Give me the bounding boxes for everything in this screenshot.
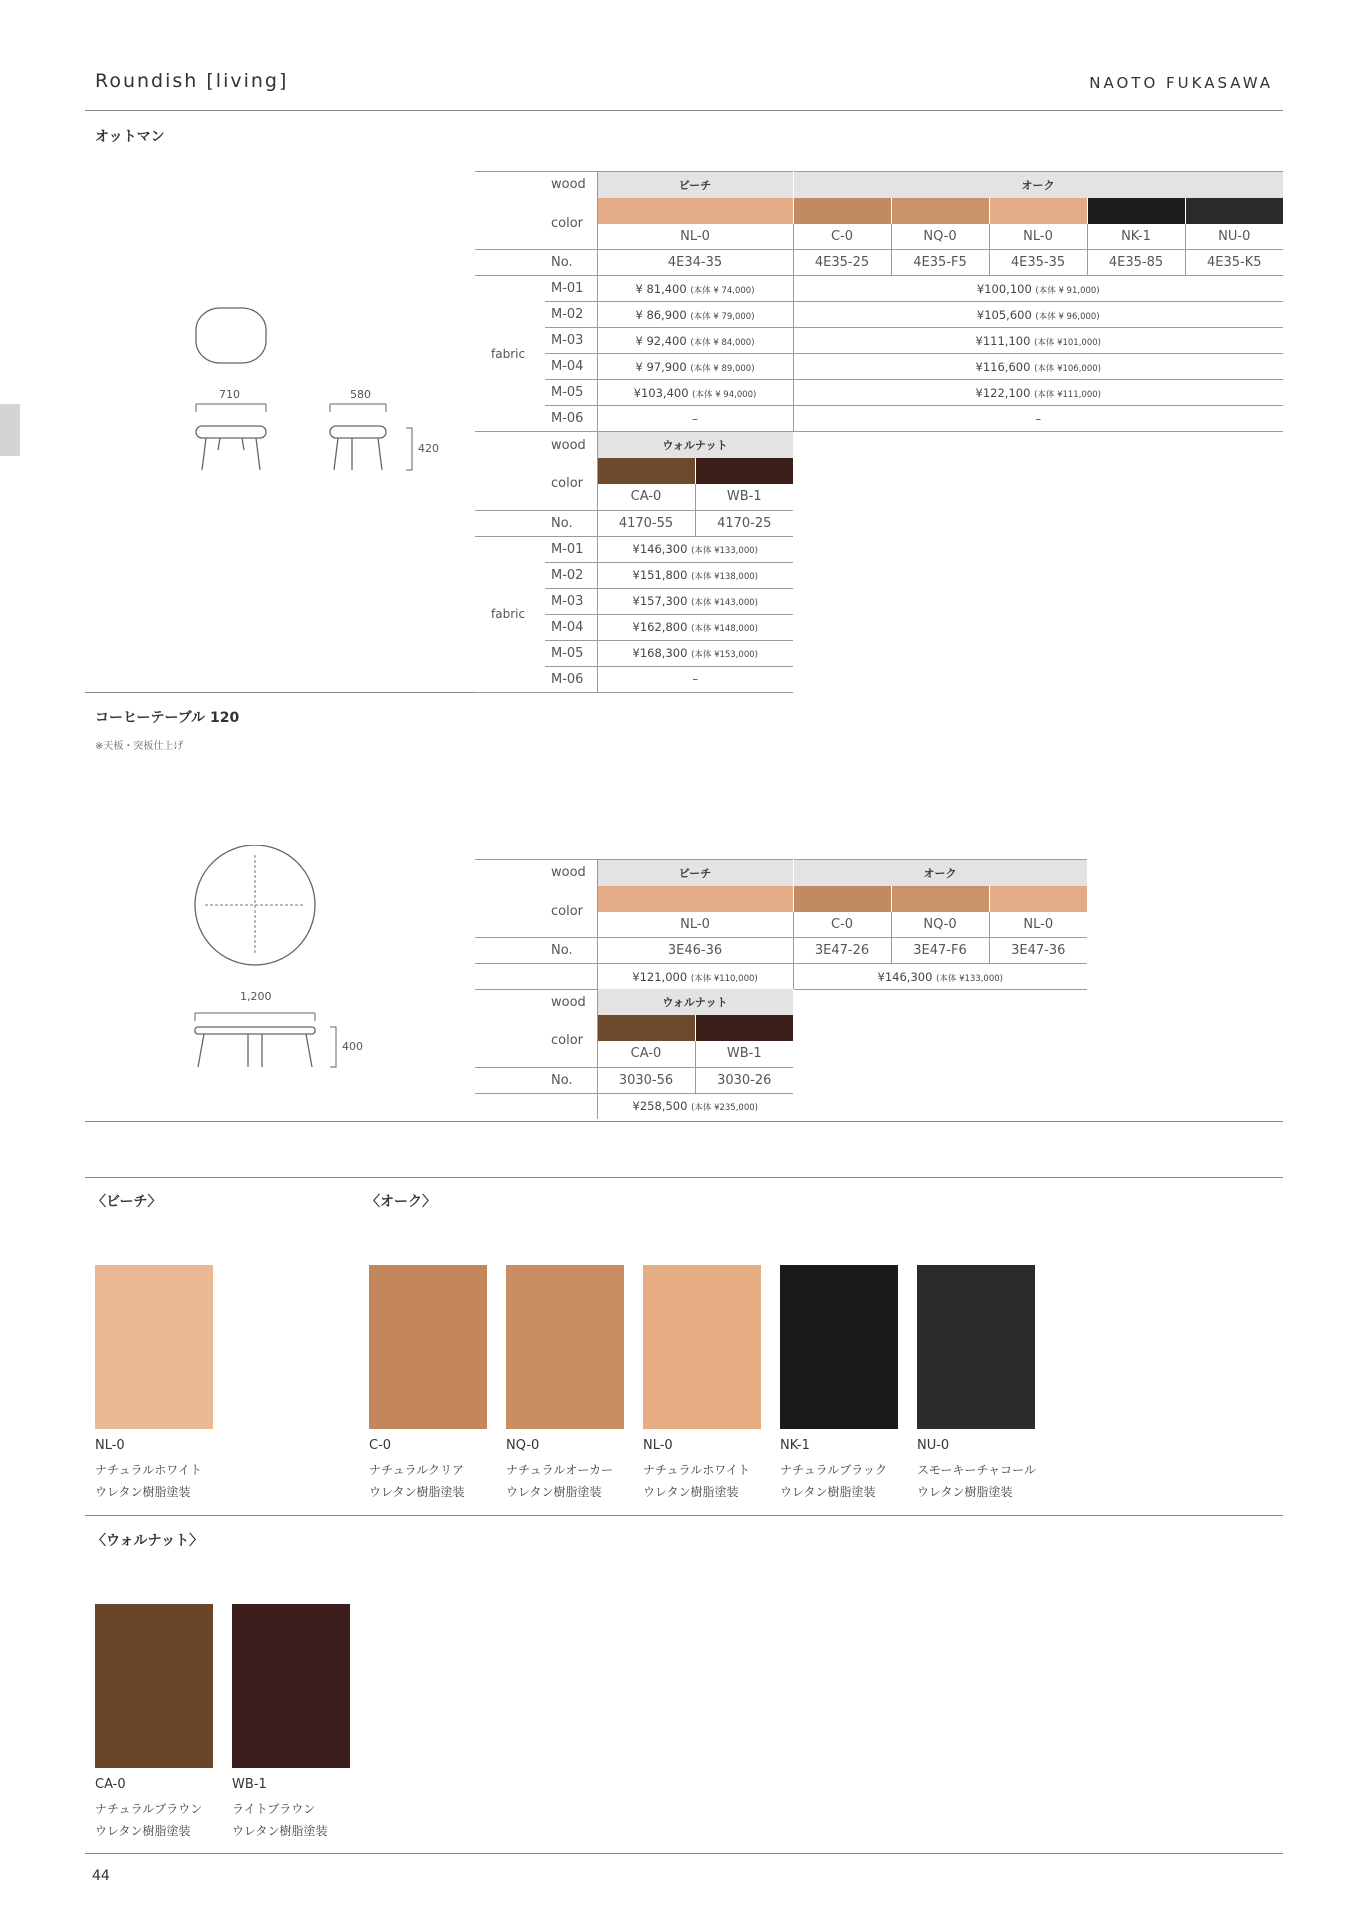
price-row: M-05 ¥103,400 (本体 ¥ 94,000) ¥122,100 (本体 ¥111,000): [475, 380, 1283, 406]
price-row: ¥258,500 (本体 ¥235,000): [475, 1093, 793, 1119]
coffee-swatch-walnut-ca0: [597, 1015, 695, 1041]
price-row: fabric M-01 ¥146,300 (本体 ¥133,000): [475, 536, 793, 562]
wood-sample-swatch: [643, 1265, 761, 1429]
swatch-oak-nl0: [989, 198, 1087, 224]
designer-name: NAOTO FUKASAWA: [1089, 74, 1273, 92]
oak-header: オーク: [793, 172, 1283, 198]
coffee-swatch-oak-nl0: [989, 886, 1087, 912]
ottoman-title: オットマン: [95, 129, 165, 145]
wood-sample-swatch: [95, 1265, 213, 1429]
coffee-bottom-rule: [85, 1121, 1283, 1122]
coffee-beech-oak-table: wood ビーチ オーク color NL-0 C-0 NQ-0 NL-0 No. 3E46-36 3E47-26 3E47-F6 3E47-36 ¥121,000 (本体 ¥110,000) ¥146,300 (本体 ¥133,000): [475, 859, 1088, 990]
wood-sample-code: NK-1: [780, 1438, 810, 1453]
wood-sample-name: ナチュラルホワイト: [643, 1463, 750, 1477]
ottoman-depth: 580: [350, 388, 371, 401]
price-row: M-04 ¥ 97,900 (本体 ¥ 89,000) ¥116,600 (本体 ¥106,000): [475, 354, 1283, 380]
ottoman-top-view: [196, 308, 266, 363]
wood-sample-code: NU-0: [917, 1438, 950, 1453]
price-row: fabric M-01 ¥ 81,400 (本体 ¥ 74,000) ¥100,100 (本体 ¥ 91,000): [475, 276, 1283, 302]
wood-sample-swatch: [506, 1265, 624, 1429]
price-row: M-02 ¥ 86,900 (本体 ¥ 79,000) ¥105,600 (本体 ¥ 96,000): [475, 302, 1283, 328]
wood-sample-name: ナチュラルクリア: [369, 1463, 465, 1477]
samples-top-rule: [85, 1177, 1283, 1178]
wood-sample-swatch: [369, 1265, 487, 1429]
beech-samples-title: 〈ビーチ〉: [92, 1194, 162, 1210]
wood-sample-code: NQ-0: [506, 1438, 540, 1453]
price-row: ¥121,000 (本体 ¥110,000) ¥146,300 (本体 ¥133,000): [475, 964, 1087, 990]
wood-sample-swatch: [232, 1604, 350, 1768]
wood-sample-name: スモーキーチャコール: [917, 1463, 1036, 1477]
ottoman-walnut-table: wood ウォルナット color CA-0 WB-1 No. 4170-55 4170-25 fabric M-01 ¥146,300 (本体 ¥133,000) M-02 ¥151,800 (本体 ¥138,000) M-03 ¥157,300 (本体 ¥143,000) M-04 ¥162,800 (本体 ¥148,000) M-05 ¥168,300 (本体 ¥153,000) M-06 –: [475, 432, 794, 693]
price-row: M-02 ¥151,800 (本体 ¥138,000): [475, 562, 793, 588]
wood-sample-finish: ウレタン樹脂塗装: [232, 1824, 328, 1838]
swatch-oak-nk1: [1087, 198, 1185, 224]
coffee-swatch-oak-nq0: [891, 886, 989, 912]
price-row: M-05 ¥168,300 (本体 ¥153,000): [475, 640, 793, 666]
coffee-walnut-table: wood ウォルナット color CA-0 WB-1 No. 3030-56 3030-26 ¥258,500 (本体 ¥235,000): [475, 989, 794, 1119]
wood-sample-name: ナチュラルオーカー: [506, 1463, 614, 1477]
wood-sample-finish: ウレタン樹脂塗装: [369, 1485, 465, 1499]
wood-sample-finish: ウレタン樹脂塗装: [643, 1485, 739, 1499]
page-title: Roundish [living]: [95, 70, 289, 92]
price-row: M-06 –: [475, 666, 793, 692]
wood-sample-name: ナチュラルブラウン: [95, 1802, 203, 1816]
beech-header: ビーチ: [597, 172, 793, 198]
wood-sample-name: ナチュラルホワイト: [95, 1463, 202, 1477]
wood-sample-finish: ウレタン樹脂塗装: [95, 1824, 191, 1838]
price-row: M-03 ¥ 92,400 (本体 ¥ 84,000) ¥111,100 (本体 ¥101,000): [475, 328, 1283, 354]
walnut-header: ウォルナット: [597, 432, 793, 458]
swatch-oak-nu0: [1185, 198, 1283, 224]
swatch-beech-nl0: [597, 198, 793, 224]
wood-sample-swatch: [917, 1265, 1035, 1429]
oak-samples-title: 〈オーク〉: [366, 1194, 436, 1210]
swatch-oak-c0: [793, 198, 891, 224]
swatch-oak-nq0: [891, 198, 989, 224]
swatch-walnut-ca0: [597, 458, 695, 484]
price-row: M-04 ¥162,800 (本体 ¥148,000): [475, 614, 793, 640]
wood-sample-finish: ウレタン樹脂塗装: [780, 1485, 876, 1499]
header-rule: [85, 110, 1283, 111]
walnut-samples-title: 〈ウォルナット〉: [92, 1533, 204, 1549]
ottoman-beech-oak-table: wood ビーチ オーク color NL-0 C-0 NQ-0 NL-0 NK-1 NU-0 No. 4E34-35 4E35-25 4E35-F5 4E35-35 4E35-85 4E35-K5 fabric M-01 ¥ 81,400 (本体 ¥ 74,000) ¥100,100 (本体 ¥ 91,000) M-02 ¥ 86,900 (本体 ¥ 79,000) ¥105,600 (本体 ¥ 96,000) M-03 ¥ 92,400 (本体 ¥ 84,000) ¥111,100 (本体 ¥101,000) M-04 ¥ 97,900 (本体 ¥ 89,000) ¥116,600 (本体 ¥106,000) M-05 ¥103,400 (本体 ¥ 94,000) ¥122,100 (本体 ¥111,000) M-06 – –: [475, 171, 1284, 432]
wood-sample-code: NL-0: [643, 1438, 673, 1453]
ottoman-bottom-rule: [85, 692, 475, 693]
wood-sample-name: ナチュラルブラック: [780, 1463, 888, 1477]
wood-sample-code: WB-1: [232, 1777, 267, 1792]
wood-sample-code: C-0: [369, 1438, 392, 1453]
coffee-swatch-oak-c0: [793, 886, 891, 912]
price-row: M-03 ¥157,300 (本体 ¥143,000): [475, 588, 793, 614]
wood-sample-code: NL-0: [95, 1438, 125, 1453]
page-tab-marker: [0, 404, 20, 456]
price-row: M-06 – –: [475, 406, 1283, 432]
ottoman-height: 420: [418, 442, 439, 455]
wood-sample-swatch: [95, 1604, 213, 1768]
coffee-swatch-walnut-wb1: [695, 1015, 793, 1041]
ottoman-width: 710: [219, 388, 240, 401]
ottoman-side-view: [330, 426, 386, 438]
page-number: 44: [92, 1868, 110, 1884]
samples-mid-rule: [85, 1515, 1283, 1516]
wood-sample-finish: ウレタン樹脂塗装: [917, 1485, 1013, 1499]
coffee-table-front-view: [195, 1027, 315, 1034]
wood-sample-swatch: [780, 1265, 898, 1429]
wood-sample-code: CA-0: [95, 1777, 126, 1792]
ottoman-front-view: [196, 426, 266, 438]
footer-rule: [85, 1853, 1283, 1854]
coffee-table-width: 1,200: [240, 990, 272, 1003]
wood-sample-name: ライトブラウン: [232, 1802, 316, 1816]
wood-sample-finish: ウレタン樹脂塗装: [95, 1485, 191, 1499]
coffee-table-height: 400: [342, 1040, 363, 1053]
coffee-table-drawing: [190, 845, 380, 1070]
swatch-walnut-wb1: [695, 458, 793, 484]
coffee-swatch-beech-nl0: [597, 886, 793, 912]
wood-sample-finish: ウレタン樹脂塗装: [506, 1485, 602, 1499]
coffee-table-note: ※天板・突板仕上げ: [95, 741, 184, 752]
coffee-table-title: コーヒーテーブル 120: [95, 710, 240, 726]
